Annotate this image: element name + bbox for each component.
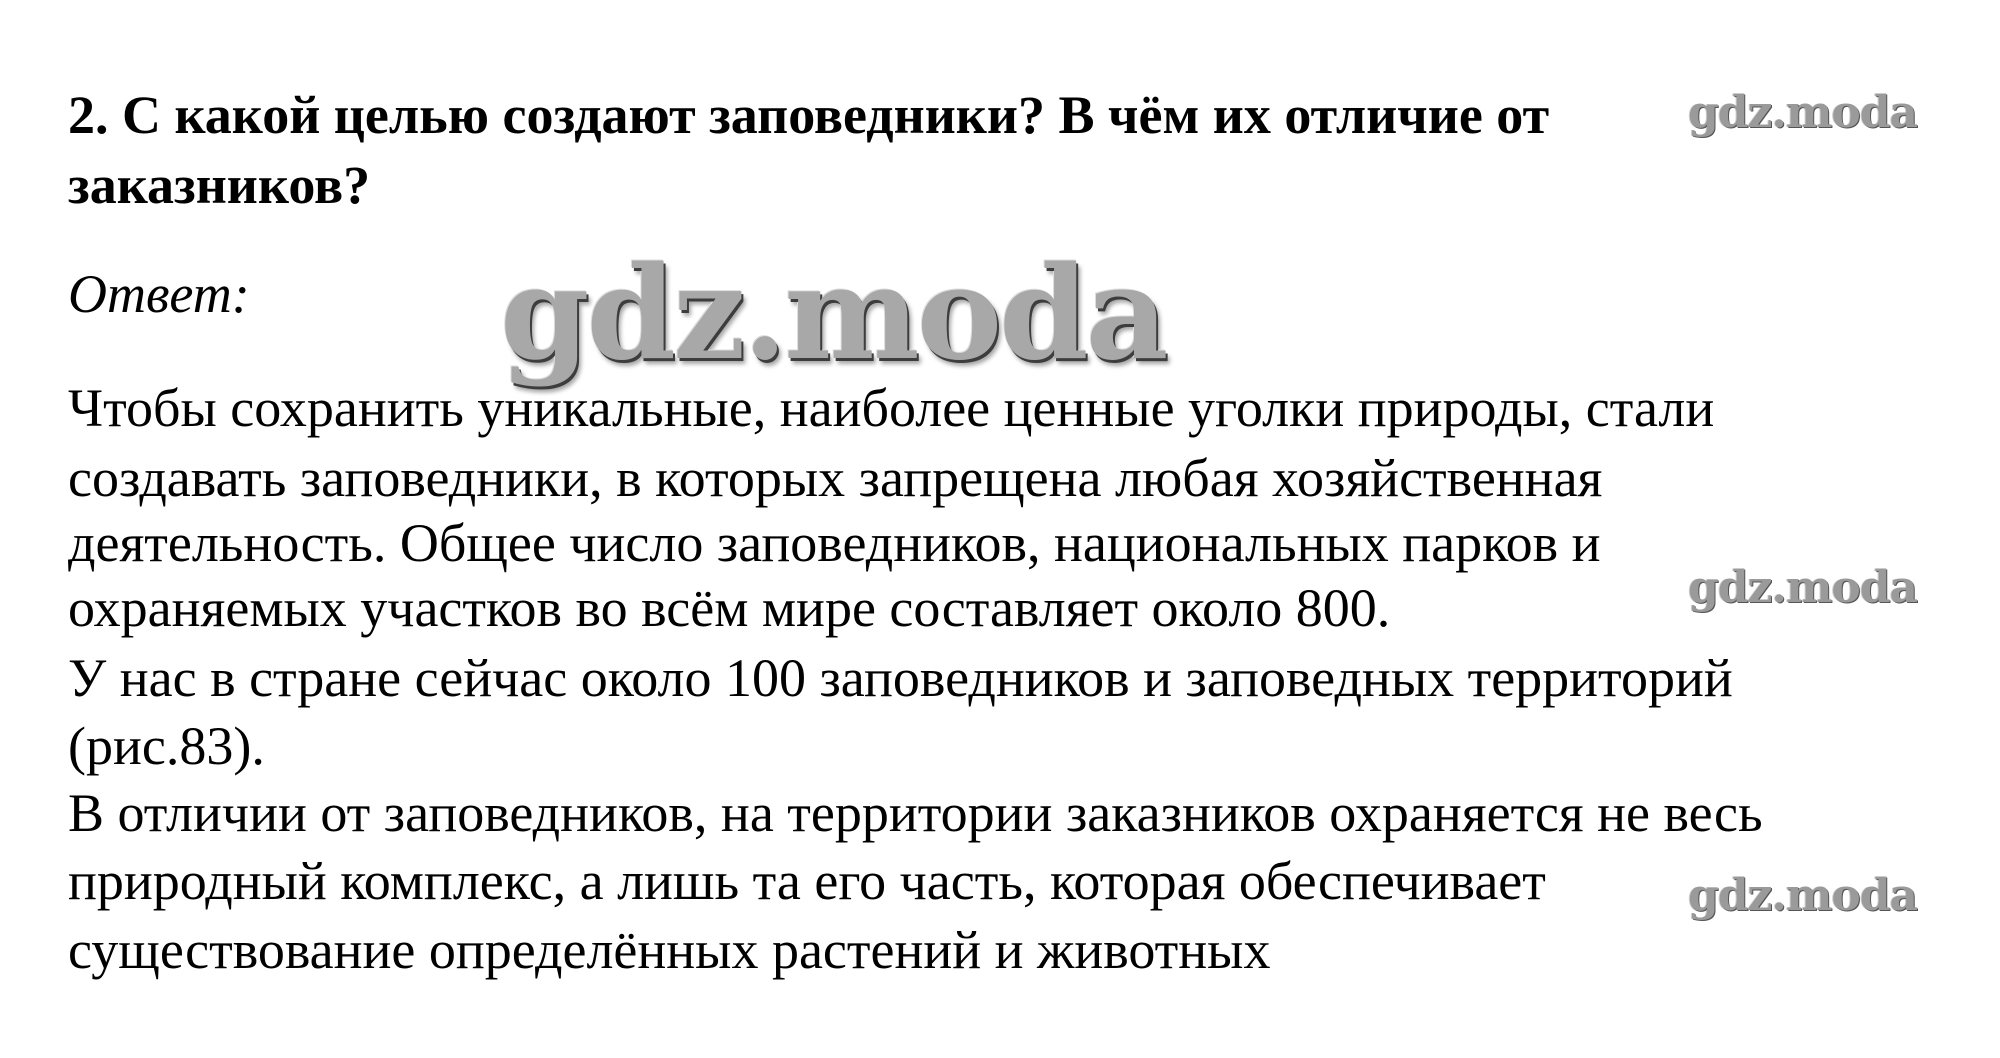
- watermark-large: gdz.moda: [500, 239, 1166, 389]
- question-line-1: 2. С какой целью создают заповедники? В чём их отличие от: [68, 85, 1550, 145]
- answer-line-1: Чтобы сохранить уникальные, наиболее ценные уголки природы, стали: [68, 378, 1715, 438]
- answer-line-8: природный комплекс, а лишь та его часть, которая обеспечивает: [68, 851, 1546, 911]
- answer-line-5: У нас в стране сейчас около 100 заповедников и заповедных территорий: [68, 648, 1733, 708]
- answer-line-4: охраняемых участков во всём мире составляет около 800.: [68, 578, 1391, 638]
- answer-line-2: создавать заповедники, в которых запрещена любая хозяйственная: [68, 448, 1603, 508]
- watermark-top-right: gdz.moda: [1688, 87, 1918, 138]
- watermark-bottom-right: gdz.moda: [1688, 870, 1918, 921]
- answer-line-3: деятельность. Общее число заповедников, национальных парков и: [68, 513, 1601, 573]
- answer-line-6: (рис.83).: [68, 716, 265, 776]
- answer-label: Ответ:: [68, 264, 250, 324]
- answer-line-7: В отличии от заповедников, на территории заказников охраняется не весь: [68, 783, 1763, 843]
- question-line-2: заказников?: [68, 155, 371, 215]
- answer-line-9: существование определённых растений и животных: [68, 920, 1271, 980]
- watermark-middle-right: gdz.moda: [1688, 562, 1918, 613]
